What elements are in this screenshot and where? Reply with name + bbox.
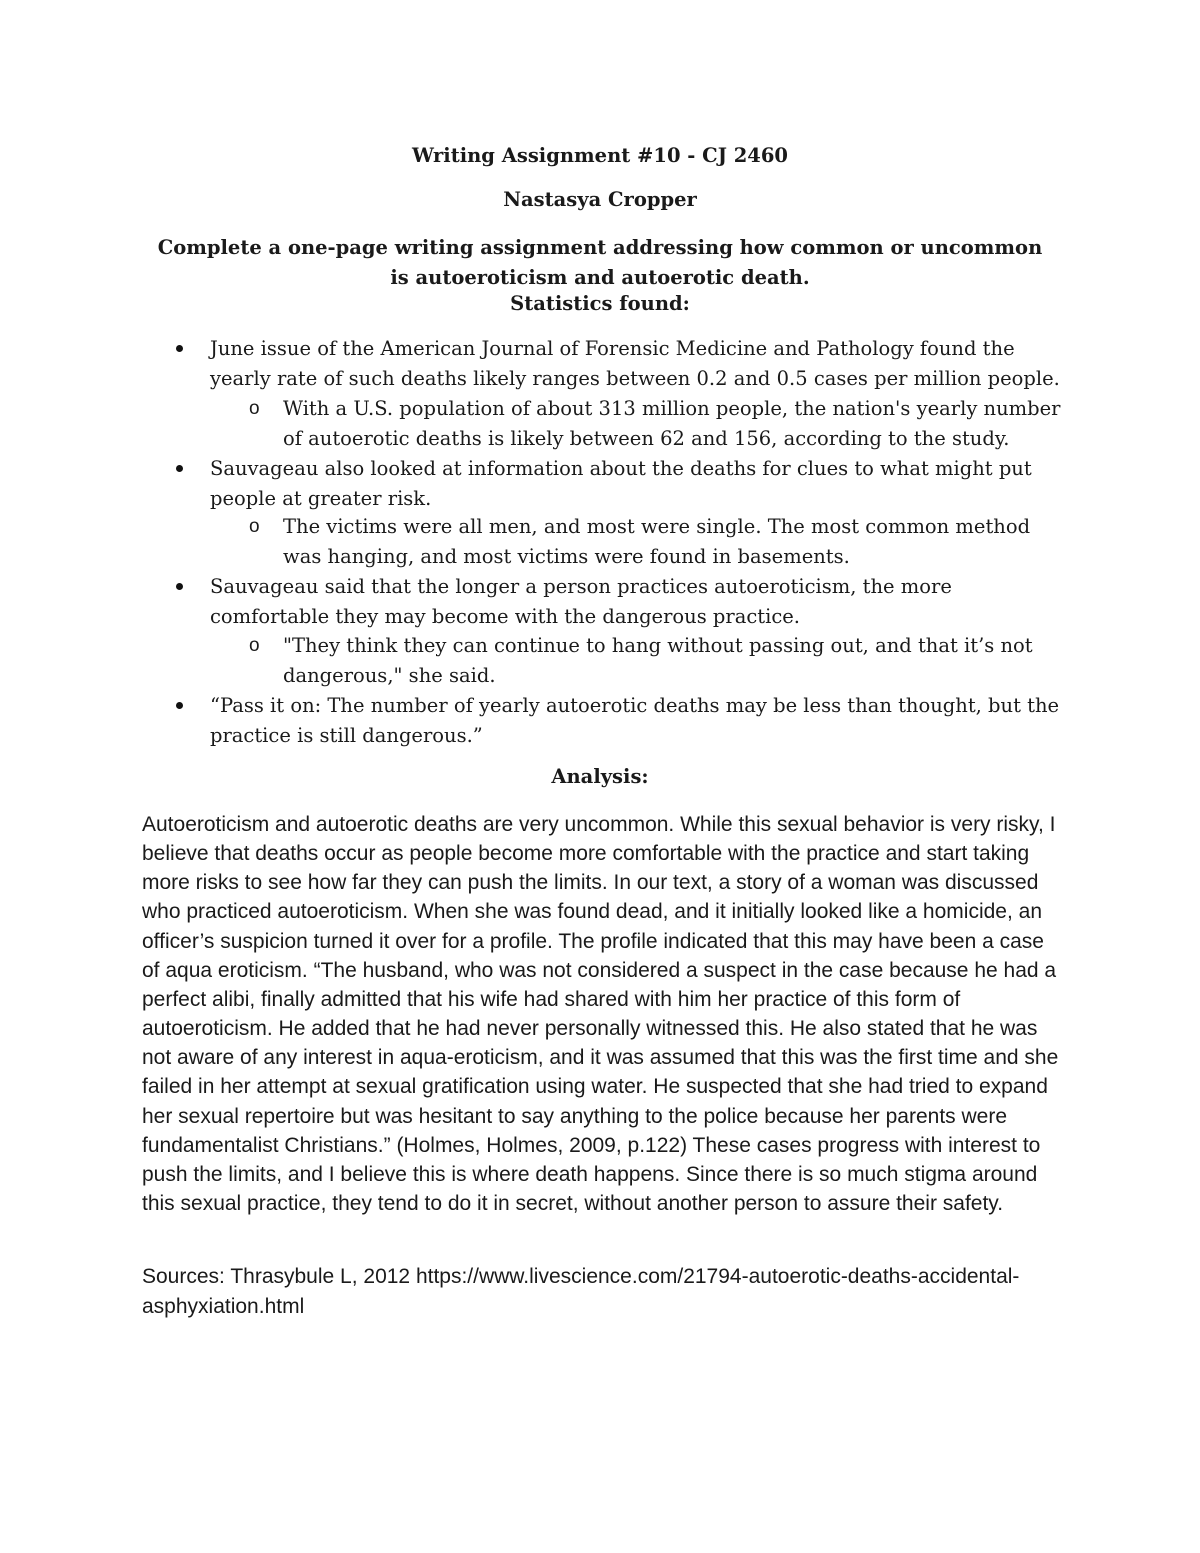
assignment-prompt: Complete a one-page writing assignment addressing how common or uncommon is autoeroticism and autoerotic death. <box>157 236 1043 289</box>
statistics-heading: Statistics found: <box>510 292 690 315</box>
bullet-icon <box>176 345 183 352</box>
list-item-text: Sauvageau also looked at information about the deaths for clues to what might put people at greater risk. <box>210 457 1032 510</box>
sources-text: Sources: Thrasybule L, 2012 https://www.livescience.com/21794-autoerotic-deaths-accidental-asphyxiation.html <box>142 1265 1020 1318</box>
list-item-text: “Pass it on: The number of yearly autoerotic deaths may be less than thought, but the practice is still dangerous.” <box>210 694 1060 747</box>
analysis-paragraph: Autoeroticism and autoerotic deaths are very uncommon. While this sexual behavior is very risky, I believe that deaths occur as people become more comfortable with the practice and start taking more risks to see how far they can push the limits. In our text, a story of a woman was discussed who practiced autoeroticism. When she was found dead, and it initially looked like a homicide, an officer’s suspicion turned it over for a profile. The profile indicated that this may have been a case of aqua eroticism. “The husband, who was not considered a suspect in the case because he had a perfect alibi, finally admitted that his wife had shared with him her practice of this form of autoeroticism. He added that he had never personally witnessed this. He also stated that he was not aware of any interest in aqua-eroticism, and it was assumed that this was the first time and she failed in her attempt at sexual gratification using water. He suspected that she had tried to expand her sexual repertoire but was hesitant to say anything to the police because her parents were fundamentalist Christians.” (Holmes, Holmes, 2009, p.122) These cases progress with interest to push the limits, and I believe this is where death happens. Since there is so much stigma around this sexual practice, they tend to do it in secret, without another person to assure their safety. <box>142 813 1059 1216</box>
list-item-text: June issue of the American Journal of Forensic Medicine and Pathology found the yearly rate of such deaths likely ranges between 0.2 and 0.5 cases per million people. <box>210 337 1060 390</box>
list-item <box>210 572 1070 631</box>
list-item <box>210 334 1070 393</box>
document-title: Writing Assignment #10 - CJ 2460 <box>412 144 788 167</box>
sub-list-item-text: "They think they can continue to hang without passing out, and that it’s not dangerous," she said. <box>283 634 1033 687</box>
sub-list-item <box>249 631 1073 690</box>
circle-bullet-icon: o <box>249 516 260 537</box>
sub-list-item-text: With a U.S. population of about 313 million people, the nation's yearly number of autoerotic deaths is likely between 62 and 156, according to the study. <box>283 397 1061 450</box>
bullet-icon <box>176 583 183 590</box>
analysis-heading: Analysis: <box>551 765 649 788</box>
list-item <box>210 454 1070 513</box>
list-item-text: Sauvageau said that the longer a person practices autoeroticism, the more comfortable they may become with the dangerous practice. <box>210 575 952 628</box>
sub-list-item-text: The victims were all men, and most were single. The most common method was hanging, and most victims were found in basements. <box>283 515 1031 568</box>
bullet-icon <box>176 465 183 472</box>
list-item <box>210 691 1070 750</box>
sub-list-item <box>249 394 1073 453</box>
author-name: Nastasya Cropper <box>503 188 697 211</box>
circle-bullet-icon: o <box>249 398 260 419</box>
circle-bullet-icon: o <box>249 635 260 656</box>
bullet-icon <box>176 702 183 709</box>
sub-list-item <box>249 512 1073 571</box>
